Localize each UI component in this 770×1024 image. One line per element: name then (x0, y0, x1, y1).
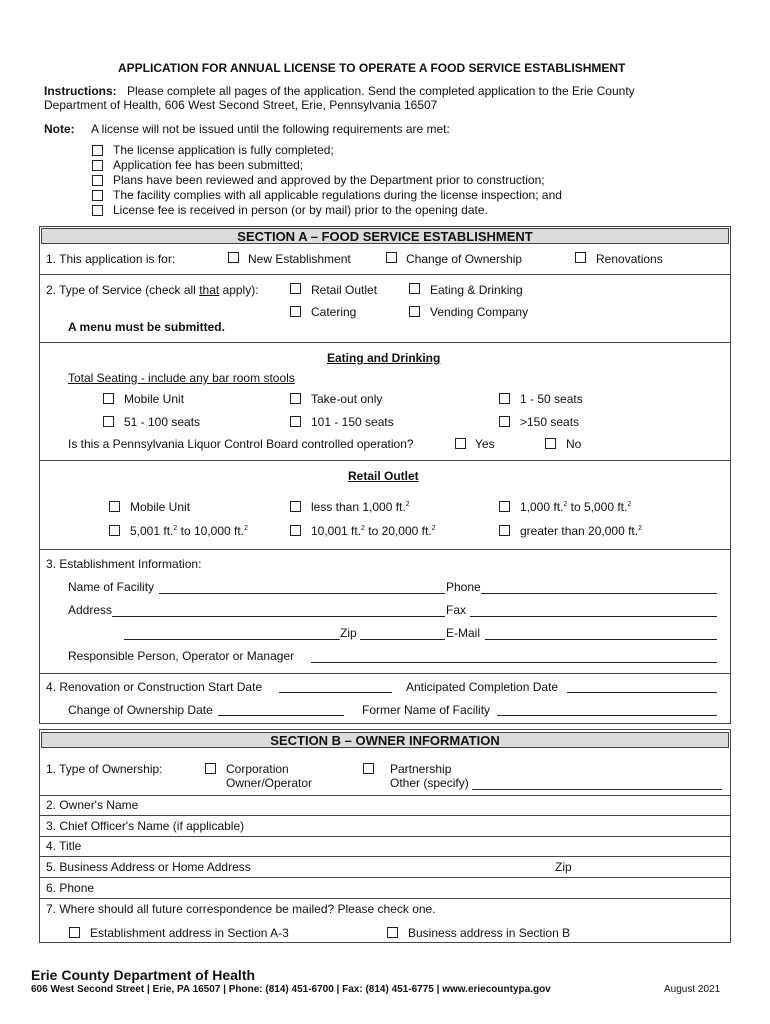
chief-officer-label: 3. Chief Officer's Name (if applicable) (46, 819, 245, 833)
retail-outlet-checkbox[interactable] (290, 283, 301, 294)
eating-drinking-heading: Eating and Drinking (327, 351, 441, 365)
zip-label: Zip (340, 626, 357, 640)
owner-name-label: 2. Owner's Name (46, 798, 139, 812)
eating-drinking-checkbox[interactable] (409, 283, 420, 294)
responsible-label: Responsible Person, Operator or Manager (68, 649, 295, 663)
former-name-input[interactable] (497, 715, 717, 716)
divider (39, 898, 731, 899)
menu-note: A menu must be submitted. (68, 320, 225, 334)
establishment-address-checkbox[interactable] (69, 927, 80, 938)
take-out-checkbox[interactable] (290, 393, 301, 404)
completion-label: Anticipated Completion Date (406, 680, 559, 694)
requirement-item-5: License fee is received in person (or by mail) prior to the opening date. (113, 203, 488, 217)
seats-150-plus-checkbox[interactable] (499, 416, 510, 427)
requirement-checkbox-1[interactable] (92, 145, 103, 156)
total-seating-label: Total Seating - include any bar room stools (68, 371, 295, 385)
facility-name-label: Name of Facility (68, 580, 155, 594)
divider (39, 795, 731, 796)
new-establishment-checkbox[interactable] (228, 252, 239, 263)
plcb-question: Is this a Pennsylvania Liquor Control Board controlled operation? (68, 437, 414, 451)
address-label: Address (68, 603, 113, 617)
footer-org: Erie County Department of Health (31, 967, 256, 983)
divider (39, 673, 731, 674)
partnership-label: Partnership (390, 762, 452, 776)
renovations-checkbox[interactable] (575, 252, 586, 263)
other-specify-input[interactable] (472, 789, 722, 790)
retail-5001-10000-checkbox[interactable] (109, 525, 120, 536)
business-address-checkbox[interactable] (387, 927, 398, 938)
new-establishment-label: New Establishment (248, 252, 351, 266)
plcb-yes-checkbox[interactable] (455, 438, 466, 449)
requirement-item-4: The facility complies with all applicable regulations during the license inspection; and (113, 188, 562, 202)
business-address-option-label: Business address in Section B (408, 926, 571, 940)
seats-101-150-label: 101 - 150 seats (311, 415, 394, 429)
retail-gt20000-checkbox[interactable] (499, 525, 510, 536)
retail-mobile-checkbox[interactable] (109, 501, 120, 512)
change-date-label: Change of Ownership Date (68, 703, 213, 717)
a3-label: 3. Establishment Information: (46, 557, 202, 571)
divider (39, 836, 731, 837)
instructions-label: Instructions: (44, 84, 117, 98)
fax-input[interactable] (470, 616, 717, 617)
start-date-input[interactable] (279, 692, 392, 693)
eating-drinking-label: Eating & Drinking (430, 283, 523, 297)
owner-operator-label: Owner/Operator (226, 776, 313, 790)
email-input[interactable] (485, 639, 717, 640)
fax-label: Fax (446, 603, 467, 617)
mobile-unit-checkbox[interactable] (103, 393, 114, 404)
seats-1-50-label: 1 - 50 seats (520, 392, 583, 406)
seats-150-plus-label: >150 seats (520, 415, 580, 429)
requirement-checkbox-5[interactable] (92, 205, 103, 216)
divider (39, 460, 731, 461)
a1-label: 1. This application is for: (46, 252, 176, 266)
retail-10001-20000-checkbox[interactable] (290, 525, 301, 536)
title-label: 4. Title (46, 839, 82, 853)
divider (39, 342, 731, 343)
completion-date-input[interactable] (567, 692, 717, 693)
retail-1000-5000-checkbox[interactable] (499, 501, 510, 512)
a2-label: 2. Type of Service (check all that apply): (46, 283, 259, 297)
plcb-no-label: No (566, 437, 582, 451)
change-ownership-label: Change of Ownership (406, 252, 523, 266)
divider (39, 549, 731, 550)
requirement-item-2: Application fee has been submitted; (113, 158, 304, 172)
establishment-address-label: Establishment address in Section A-3 (90, 926, 289, 940)
instructions-line1: Please complete all pages of the application. Send the completed application to the Erie County (127, 84, 635, 98)
business-address-label: 5. Business Address or Home Address (46, 860, 251, 874)
divider (39, 274, 731, 275)
requirement-item-3: Plans have been reviewed and approved by the Department prior to construction; (113, 173, 545, 187)
catering-label: Catering (311, 305, 357, 319)
retail-5001-10000-label: 5,001 ft.$^2$ to 10,000 ft.$^2$ (130, 524, 248, 538)
vending-checkbox[interactable] (409, 306, 420, 317)
requirement-checkbox-4[interactable] (92, 190, 103, 201)
seats-101-150-checkbox[interactable] (290, 416, 301, 427)
email-label: E-Mail (446, 626, 481, 640)
address-line2-input[interactable] (124, 639, 340, 640)
seats-1-50-checkbox[interactable] (499, 393, 510, 404)
requirement-checkbox-3[interactable] (92, 175, 103, 186)
requirement-checkbox-2[interactable] (92, 160, 103, 171)
retail-1000-5000-label: 1,000 ft.$^2$ to 5,000 ft.$^2$ (520, 500, 632, 514)
renovations-label: Renovations (596, 252, 663, 266)
partnership-checkbox[interactable] (363, 763, 374, 774)
a4-label: 4. Renovation or Construction Start Date (46, 680, 263, 694)
other-label: Other (specify) (390, 776, 469, 790)
requirement-item-1: The license application is fully completed; (113, 143, 334, 157)
retail-10001-20000-label: 10,001 ft.$^2$ to 20,000 ft.$^2$ (311, 524, 436, 538)
retail-lt1000-label: less than 1,000 ft.$^2$ (311, 500, 410, 514)
note-text: A license will not be issued until the following requirements are met: (91, 122, 450, 136)
corporation-checkbox[interactable] (205, 763, 216, 774)
footer-date: August 2021 (664, 984, 721, 995)
section-b-heading: SECTION B – OWNER INFORMATION (41, 732, 729, 748)
former-name-label: Former Name of Facility (362, 703, 491, 717)
retail-outlet-heading: Retail Outlet (348, 469, 419, 483)
footer-contact: 606 West Second Street | Erie, PA 16507 | Phone: (814) 451-6700 | Fax: (814) 451-6775 | www.eriecountypa.gov (31, 984, 551, 995)
retail-lt1000-checkbox[interactable] (290, 501, 301, 512)
divider (39, 877, 731, 878)
owner-phone-label: 6. Phone (46, 881, 95, 895)
retail-outlet-label: Retail Outlet (311, 283, 378, 297)
business-zip-label: Zip (555, 860, 572, 874)
phone-input[interactable] (481, 593, 717, 594)
note-label: Note: (44, 122, 75, 136)
facility-name-input[interactable] (159, 593, 445, 594)
phone-label: Phone (446, 580, 481, 594)
retail-mobile-label: Mobile Unit (130, 500, 191, 514)
take-out-label: Take-out only (311, 392, 383, 406)
change-ownership-checkbox[interactable] (386, 252, 397, 263)
zip-input[interactable] (360, 639, 445, 640)
seats-51-100-checkbox[interactable] (103, 416, 114, 427)
divider (39, 856, 731, 857)
seats-51-100-label: 51 - 100 seats (124, 415, 201, 429)
b1-label: 1. Type of Ownership: (46, 762, 163, 776)
plcb-no-checkbox[interactable] (545, 438, 556, 449)
address-input[interactable] (112, 616, 445, 617)
mobile-unit-label: Mobile Unit (124, 392, 185, 406)
retail-gt20000-label: greater than 20,000 ft.$^2$ (520, 524, 642, 538)
correspondence-question: 7. Where should all future correspondence be mailed? Please check one. (46, 902, 436, 916)
change-date-input[interactable] (218, 715, 344, 716)
divider (39, 815, 731, 816)
vending-label: Vending Company (430, 305, 529, 319)
section-a-heading: SECTION A – FOOD SERVICE ESTABLISHMENT (41, 228, 729, 244)
corporation-label: Corporation (226, 762, 289, 776)
plcb-yes-label: Yes (475, 437, 495, 451)
catering-checkbox[interactable] (290, 306, 301, 317)
responsible-input[interactable] (311, 662, 717, 663)
form-title: APPLICATION FOR ANNUAL LICENSE TO OPERATE A FOOD SERVICE ESTABLISHMENT (118, 61, 626, 75)
instructions-line2: Department of Health, 606 West Second Street, Erie, Pennsylvania 16507 (44, 98, 438, 112)
